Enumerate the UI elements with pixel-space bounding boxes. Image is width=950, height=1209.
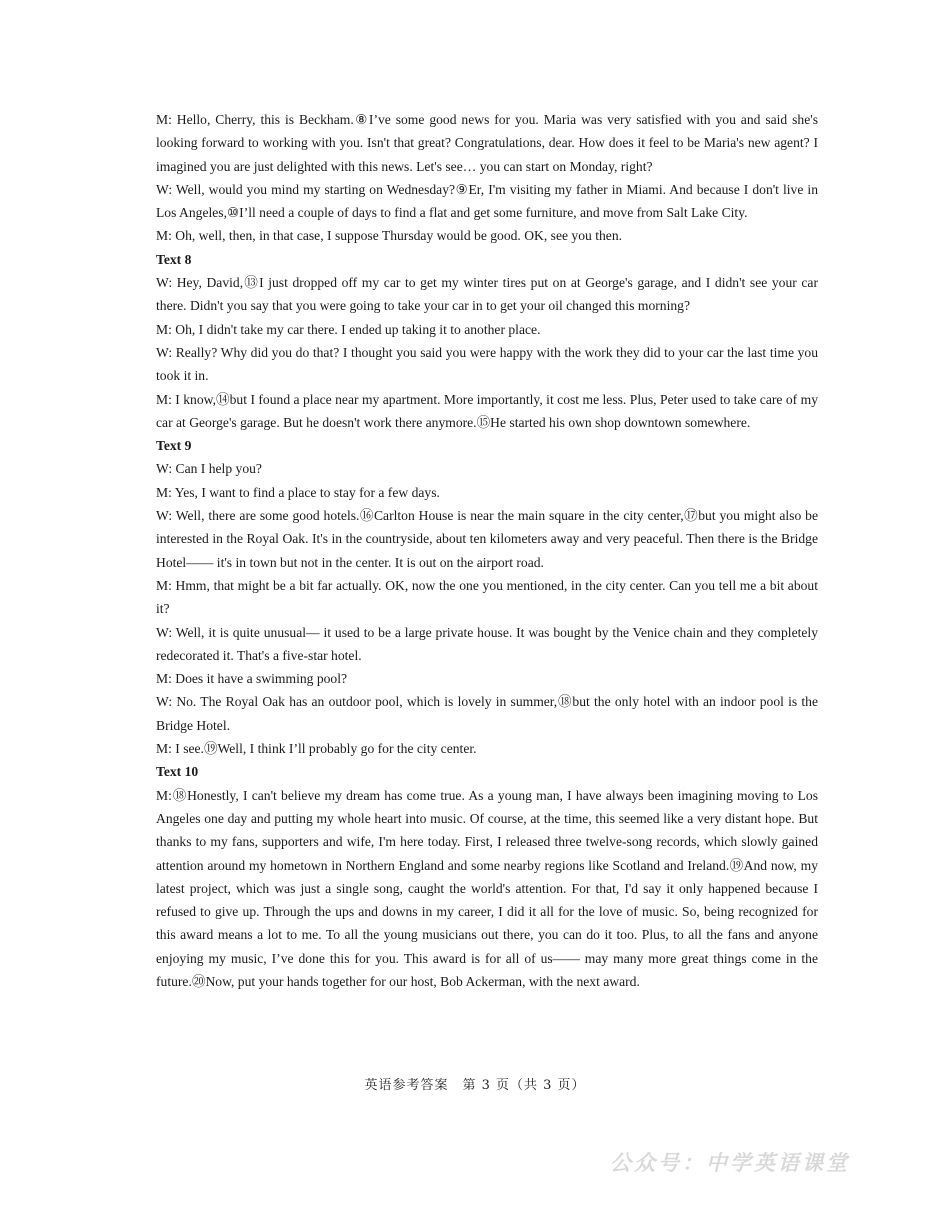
dialogue-line: W: Really? Why did you do that? I thought you said you were happy with the work they did to your car the last time you took it in. [156,344,818,384]
dialogue-line: M: Oh, I didn't take my car there. I ended up taking it to another place. [156,321,541,337]
monologue-paragraph: M:⑱Honestly, I can't believe my dream has come true. As a young man, I have always been imagining moving to Los Angeles one day and putting my whole heart into music. Of course, at the time, this seemed like a very distant hope. But thanks to my fans, supporters and wife, I'm here today. First, I released three twelve-song records, which slowly gained attention around my hometown in Northern England and some nearby regions like Scotland and Ireland.⑲And now, my latest project, which was just a single song, caught the world's attention. For that, I'd say it only happened because I refused to give up. Through the ups and downs in my career, I did it all for the love of music. So, being recognized for this award means a lot to me. To all the young musicians out there, you can do it too. Plus, to all the fans and anyone enjoying my music, I’ve done this for you. This award is for all of us—— may many more great things come in the future.⑳Now, put your hands together for our host, Bob Ackerman, with the next award. [156,787,818,989]
dialogue-line: W: No. The Royal Oak has an outdoor pool, which is lovely in summer,⑱but the only hotel with an indoor pool is the Bridge Hotel. [156,694,818,733]
page-footer: 英语参考答案 第 3 页（共 3 页） [364,1078,586,1093]
section-heading: Text 8 [156,251,192,267]
document-body [156,108,818,993]
dialogue-line: M: Yes, I want to find a place to stay for a few days. [156,484,440,500]
dialogue-line: M: I see.⑲Well, I think I’ll probably go for the city center. [156,741,477,757]
dialogue-line: M: Hmm, that might be a bit far actually. OK, now the one you mentioned, in the city center. Can you tell me a bit about it? [156,577,818,617]
dialogue-line: W: Well, there are some good hotels.⑯Carlton House is near the main square in the city center,⑰but you might also be interested in the Royal Oak. It's in the countryside, about ten kilometers away and very peaceful. Then there is the Bridge Hotel—— it's in town but not in the center. It is out on the airport road. [156,508,818,570]
section-heading: Text 10 [156,764,199,780]
dialogue-line: W: Can I help you? [156,461,262,477]
dialogue-line: M: Does it have a swimming pool? [156,671,348,687]
dialogue-line: M: Hello, Cherry, this is Beckham.⑧I’ve some good news for you. Maria was very satisfied with you and said she's looking forward to working with you. Isn't that great? Congratulations, dear. How does it feel to be Maria's new agent? I imagined you are just delighted with this news. Let's see… you can start on Monday, right? [156,112,818,174]
section-heading: Text 9 [156,438,192,454]
dialogue-line: W: Well, it is quite unusual— it used to be a large private house. It was bought by the Venice chain and they completely redecorated it. That's a five-star hotel. [156,624,818,663]
dialogue-line: W: Well, would you mind my starting on Wednesday?⑨Er, I'm visiting my father in Miami. And because I don't live in Los Angeles,⑩I’ll need a couple of days to find a flat and get some furniture, and move from Salt Lake City. [156,181,818,221]
dialogue-line: M: Oh, well, then, in that case, I suppose Thursday would be good. OK, see you then. [156,228,623,244]
dialogue-line: M: I know,⑭but I found a place near my apartment. More importantly, it cost me less. Plus, Peter used to take care of my car at George's garage. But he doesn't work there anymore.⑮He started his own shop downtown somewhere. [156,391,818,430]
dialogue-line: W: Hey, David,⑬I just dropped off my car to get my winter tires put on at George's garage, and I didn't see your car there. Didn't you say that you were going to take your car in to get your oil changed this morning? [156,275,818,314]
watermark: 公众号：中学英语课堂 [610,1151,850,1175]
